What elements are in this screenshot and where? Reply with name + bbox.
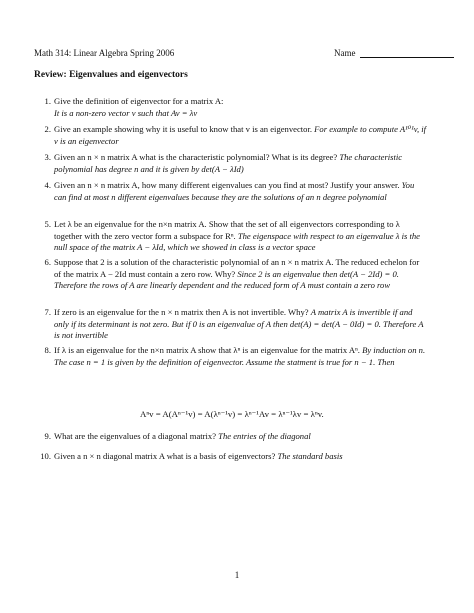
question-text: Given a n × n diagonal matrix A what is a basis of eigenvectors? <box>54 451 276 461</box>
page-title: Review: Eigenvalues and eigenvectors <box>34 70 188 80</box>
question-5 <box>44 219 428 254</box>
question-number: 1. <box>44 96 51 106</box>
induction-equation: Aⁿv = A(Aⁿ⁻¹v) = A(λⁿ⁻¹v) = λⁿ⁻¹Av = λⁿ⁻¹λv = λⁿv. <box>140 409 324 419</box>
question-text: Suppose that 2 is a solution of the characteristic polynomial of an n × n matrix A. The reduced echelon for of the matrix A − 2Id must contain a zero row. Why? <box>54 257 420 279</box>
question-number: 6. <box>44 257 51 267</box>
question-number: 2. <box>44 124 51 134</box>
question-4 <box>44 180 428 203</box>
answer-text: The standard basis <box>277 451 343 461</box>
answer-text: The characteristic polynomial has degree n and it is given by det(A − λId) <box>54 152 403 174</box>
question-7 <box>44 307 428 342</box>
question-2 <box>44 124 428 147</box>
answer-text: You can find at most n different eigenvalues because they are the solutions of an n degree polynomial <box>54 180 415 202</box>
name-blank-line <box>360 48 454 58</box>
answer-text: It is a non-zero vector v such that Av = λv <box>54 107 198 118</box>
question-9 <box>44 431 428 443</box>
question-text: Given an n × n matrix A what is the characteristic polynomial? What is its degree? <box>54 152 338 162</box>
answer-text: By induction on n. The case n = 1 is given by the definition of eigenvector. Assume the statment is true for n − 1. Then <box>54 345 426 367</box>
answer-text: Since 2 is an eigenvalue then det(A − 2Id) = 0. Therefore the rows of A are linearly dependent and the reduced form of A must contain a zero row <box>54 268 399 291</box>
question-text: Give an example showing why it is useful to know that v is an eigenvector. <box>54 124 313 134</box>
question-number: 4. <box>44 180 51 190</box>
name-label: Name <box>334 48 356 58</box>
question-number: 8. <box>44 345 51 355</box>
header <box>34 48 428 62</box>
question-3 <box>44 152 428 175</box>
course-title: Math 314: Linear Algebra Spring 2006 <box>34 48 175 58</box>
page-number: 1 <box>234 570 240 580</box>
question-number: 9. <box>44 431 51 441</box>
question-number: 10. <box>40 451 51 461</box>
question-10 <box>40 451 428 463</box>
answer-text: The eigenspace with respect to an eigenvalue λ is the null space of the matrix A − λId, which we showed in class is a vector space <box>54 230 420 253</box>
question-number: 5. <box>44 219 51 229</box>
question-6 <box>44 257 428 292</box>
question-number: 3. <box>44 152 51 162</box>
question-text: Let λ be an eigenvalue for the n×n matrix A. Show that the set of all eigenvectors corresponding to λ together with the zero vector form a subspace for Rⁿ. <box>54 219 400 241</box>
answer-text: The entries of the diagonal <box>218 431 311 441</box>
name-field <box>334 48 454 58</box>
question-text: If zero is an eigenvalue for the n × n matrix then A is not invertible. Why? <box>54 307 309 317</box>
answer-text: For example to compute A¹⁰¹v, if v is an eigenvector <box>54 124 427 146</box>
question-text: Given an n × n matrix A, how many different eigenvalues can you find at most? Justify your answer. <box>54 180 400 190</box>
question-8 <box>44 345 428 368</box>
question-1 <box>44 96 428 119</box>
question-text: Give the definition of eigenvector for a matrix A: <box>54 96 224 106</box>
answer-text: A matrix A is invertible if and only if its determinant is not zero. But if 0 is an eigenvalue of A then det(A) = det(A − 0Id) = 0. Therefore A is not invertible <box>54 307 424 341</box>
question-number: 7. <box>44 307 51 317</box>
question-text: If λ is an eigenvalue for the n×n matrix A show that λⁿ is an eigenvalue for the matrix Aⁿ. <box>54 345 360 355</box>
question-text: What are the eigenvalues of a diagonal matrix? <box>54 431 217 441</box>
